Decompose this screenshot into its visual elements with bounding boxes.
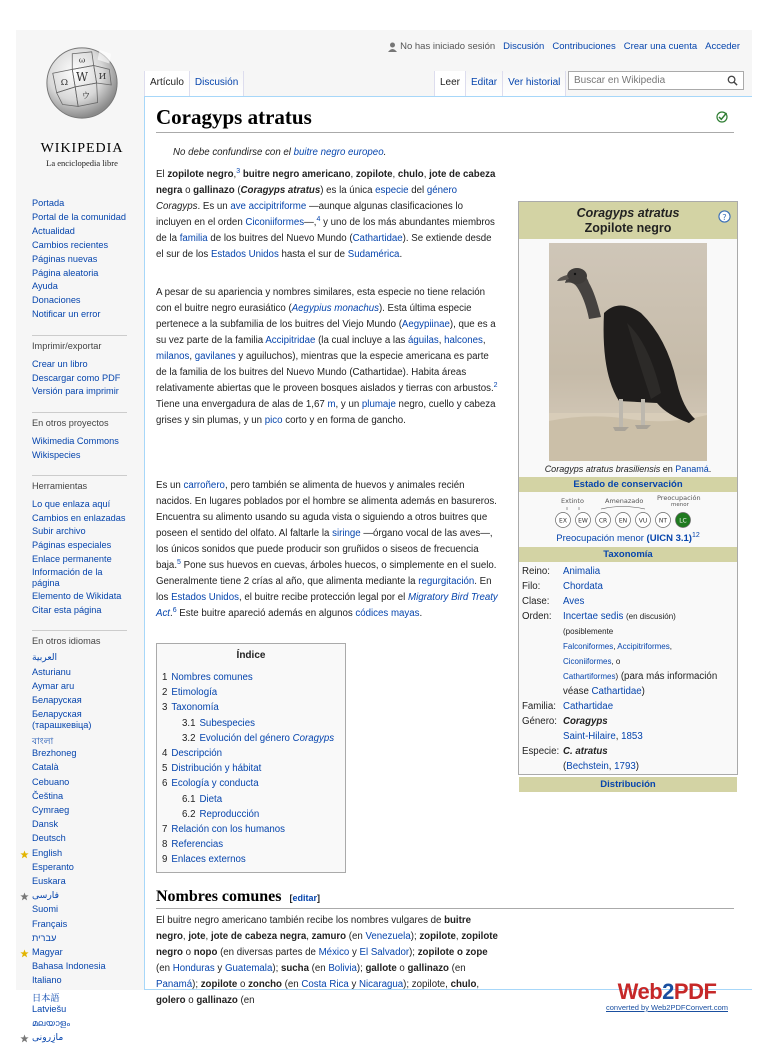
- sidebar-item-tool-8[interactable]: Citar esta página: [32, 604, 102, 615]
- sidebar-item-lang-12[interactable]: Dansk: [32, 819, 59, 830]
- toc-link[interactable]: Evolución del género Coragyps: [199, 732, 335, 744]
- toc-item[interactable]: [182, 733, 334, 744]
- personal-discussion-link[interactable]: Discusión: [503, 41, 545, 52]
- toc-item[interactable]: [162, 824, 285, 835]
- sidebar-item-lang-11[interactable]: Cymraeg: [32, 804, 70, 815]
- toc-number: 6.1: [182, 793, 196, 805]
- toc-link[interactable]: Nombres comunes: [171, 672, 253, 683]
- toc-number: 6.2: [182, 808, 196, 820]
- status-code-vu: VU: [638, 517, 648, 525]
- tagline: La enciclopedia libre: [46, 158, 118, 168]
- sidebar-item-projects-0[interactable]: Wikimedia Commons: [32, 435, 119, 446]
- toc-item[interactable]: [162, 778, 259, 789]
- sidebar-item-nav-4[interactable]: Páginas nuevas: [32, 253, 98, 264]
- sidebar-item-lang-1[interactable]: Asturianu: [32, 666, 71, 677]
- contributions-link[interactable]: Contribuciones: [552, 41, 616, 52]
- featured-star-icon: [20, 949, 29, 958]
- tab-edit[interactable]: Editar: [466, 71, 503, 97]
- conservation-status-scale: [553, 494, 703, 532]
- taxobox-title: Coragyps atratus Zopilote negro: [519, 202, 737, 239]
- photo-caption: Coragyps atratus brasiliensis en Panamá.: [544, 464, 712, 474]
- search-icon[interactable]: [727, 75, 738, 86]
- section-divider: [156, 908, 734, 909]
- caption-link-panama[interactable]: Panamá: [675, 464, 709, 474]
- sidebar-item-nav-2[interactable]: Actualidad: [32, 225, 75, 236]
- sidebar-item-lang-20[interactable]: עברית: [32, 932, 57, 943]
- sidebar-item-lang-10[interactable]: Čeština: [32, 790, 64, 801]
- toc-number: 9: [162, 854, 168, 866]
- sidebar-item-lang-18[interactable]: Suomi: [32, 904, 59, 915]
- vulture-photo[interactable]: [549, 243, 707, 461]
- intro-paragraph-2: A pesar de su apariencia y nombres similares, esta especie no tiene relación con el buitre negro eurasiático (Aegypius monachus). Esta última especie pertenece a la subfamilia de los buitres del Viejo Mundo (Aegypiinae), que es a su vez parte de la familia Accipitridae (la cual incluye a las águilas, halcones, milanos, gavilanes y aguiluchos), mientras que la especie americana es parte de la familia de los buitres del Nuevo Mundo (Cathartidae). Habita áreas relativamente abiertas que le proveen bosques aislados y tierras con arbustos.$^2$ Tiene una envergadura de alas de 1,67 m, y un plumaje negro, cuello y cabeza grises y sin plumas, y un pico corto y en forma de gancho.: [156, 287, 498, 426]
- sidebar-item-lang-14[interactable]: English: [32, 847, 63, 858]
- toc-link[interactable]: Etimología: [171, 687, 218, 699]
- sidebar-item-projects-1[interactable]: Wikispecies: [32, 449, 81, 460]
- sidebar-item-lang-24[interactable]: 日本語: [32, 992, 60, 1003]
- toc-number: 3.1: [182, 717, 196, 729]
- hatnote: No debe confundirse con el buitre negro europeo.: [173, 147, 387, 158]
- status-code-cr: CR: [598, 517, 608, 525]
- toc-item[interactable]: [162, 748, 222, 759]
- verified-icon[interactable]: [716, 111, 728, 123]
- toc-link[interactable]: Enlaces externos: [171, 854, 246, 866]
- sidebar-divider: [32, 335, 127, 336]
- taxon-row-filo: Filo: Chordata: [522, 581, 603, 592]
- sidebar-item-lang-3[interactable]: Беларуская: [32, 695, 82, 705]
- sidebar-heading: En otros idiomas: [32, 636, 101, 647]
- svg-text:Ω: Ω: [60, 77, 69, 88]
- toc-item[interactable]: [162, 672, 253, 683]
- sidebar-item-lang-13[interactable]: Deutsch: [32, 833, 66, 844]
- sidebar-item-lang-7[interactable]: Brezhoneg: [32, 748, 77, 759]
- toc-item[interactable]: [162, 839, 223, 850]
- wordmark: WIKIPEDIA: [40, 141, 124, 156]
- status-label-preocupacion: Preocupación: [657, 494, 701, 502]
- user-icon: [388, 42, 397, 52]
- sidebar-item-lang-0[interactable]: العربية: [32, 652, 58, 663]
- svg-text:W: W: [75, 70, 89, 85]
- sidebar-divider: [32, 475, 127, 476]
- sidebar-item-lang-4[interactable]: Беларуская: [32, 709, 82, 720]
- sidebar-heading: En otros proyectos: [32, 417, 109, 428]
- section-paragraph: El buitre negro americano también recibe los nombres vulgares de buitre negro, jote, jote de cabeza negra, zamuro (en Venezuela); zopilote, zopilote negro o nopo (en diversas partes de México y El Salvador); zopilote o zope (en Honduras y Guatemala); sucha (en Bolivia); gallote o gallinazo (en Panamá); zopilote o zoncho (en Costa Rica y Nicaragua); zopilote, chulo, golero o gallinazo (en: [156, 915, 498, 1006]
- table-of-contents: [156, 643, 346, 873]
- status-code-ex: EX: [559, 517, 567, 525]
- toc-link[interactable]: Relación con los humanos: [171, 824, 286, 835]
- featured-star-icon: [20, 850, 29, 859]
- taxon-row-orden: Orden: Incertae sedis (en discusión) (posiblemente Falconiformes, Accipitriformes, Ciconiiformes, o Cathartiformes) (para más información véase Cathartidae): [522, 611, 718, 697]
- sidebar-item-nav-3[interactable]: Cambios recientes: [32, 239, 109, 250]
- taxonomy-table: [519, 562, 737, 774]
- status-label-amenazado: Amenazado: [605, 497, 644, 505]
- toc-number: 1: [162, 672, 168, 683]
- sidebar-item-lang-17[interactable]: فارسی: [32, 890, 59, 901]
- toc-link[interactable]: Subespecies: [199, 717, 255, 729]
- sidebar-divider: [32, 630, 127, 631]
- web2pdf-badge[interactable]: [606, 979, 728, 1012]
- sidebar-item-lang-27[interactable]: مازِرونی: [32, 1032, 64, 1043]
- sidebar-item-tool-0[interactable]: Lo que enlaza aquí: [32, 499, 111, 510]
- title-divider: [156, 132, 734, 133]
- toc-number: 4: [162, 748, 168, 759]
- sidebar-item-lang-21[interactable]: Magyar: [32, 946, 63, 957]
- sidebar-item-nav-5[interactable]: Página aleatoria: [32, 267, 99, 278]
- intro-paragraph-3: Es un carroñero, pero también se alimenta de huevos y animales recién nacidos. En lugares poblados por el hombre se alimenta además en basureros. Encuentra su alimento usando su aguda vista o siguiendo a otros buitres que poseen el sentido del olfato. Al faltarle la siringe —órgano vocal de las aves—, los únicos sonidos que puede producir son gruñidos o siseos de frecuencia baja.$^5$ Pone sus huevos en cuevas, árboles huecos, o simplemente en el suelo. Generalmente tiene 2 crías al año, que alimenta mediante la regurgitación. En los Estados Unidos, el buitre recibe protección legal por el Migratory Bird Treaty Act.$^6$ Este buitre apareció además en algunos códices mayas.: [156, 480, 498, 619]
- sidebar-item-lang-25[interactable]: Latviešu: [32, 1003, 67, 1014]
- wikipedia-logo[interactable]: [26, 44, 138, 184]
- distribution-header[interactable]: Distribución: [519, 777, 737, 792]
- help-icon[interactable]: [718, 210, 731, 223]
- good-article-star-icon: [20, 1034, 29, 1043]
- sidebar-item-nav-8[interactable]: Notificar un error: [32, 309, 101, 320]
- good-article-star-icon: [20, 892, 29, 901]
- toc-number: 8: [162, 839, 168, 851]
- toc-number: 7: [162, 824, 168, 835]
- taxonomy-header[interactable]: Taxonomía: [519, 547, 737, 562]
- sidebar-item-lang-26[interactable]: മലയാളം: [32, 1017, 71, 1028]
- toc-number: 5: [162, 763, 168, 775]
- sidebar-item-tool-1[interactable]: Cambios en enlazadas: [32, 512, 126, 523]
- view-tabs: [434, 71, 566, 97]
- search-input[interactable]: [568, 71, 744, 90]
- sidebar-item-lang-2[interactable]: Aymar aru: [32, 680, 75, 691]
- puzzle-globe-icon: [43, 44, 121, 122]
- status-label-menor: menor: [671, 502, 689, 508]
- taxon-row-reino: Reino: Animalia: [522, 566, 601, 577]
- sidebar-item-lang-8[interactable]: Català: [32, 762, 59, 773]
- toc-item[interactable]: [162, 854, 246, 865]
- toc-link[interactable]: Ecología y conducta: [171, 778, 259, 790]
- sidebar-item-lang-6[interactable]: বাংলা: [32, 735, 54, 746]
- sidebar-divider: [32, 412, 127, 413]
- sidebar-item-tool-3[interactable]: Páginas especiales: [32, 539, 112, 550]
- sidebar-item-tool-2[interactable]: Subir archivo: [32, 526, 86, 537]
- taxobox: [518, 201, 738, 790]
- sidebar-item-print-0[interactable]: Crear un libro: [32, 359, 88, 370]
- toc-item[interactable]: [182, 718, 255, 729]
- toc-link[interactable]: Descripción: [171, 748, 222, 759]
- section-heading: Nombres comunes [editar]: [156, 888, 320, 905]
- status-label-extinto: Extinto: [561, 497, 584, 505]
- hatnote-link[interactable]: buitre negro europeo: [293, 147, 384, 158]
- sidebar-item-lang-15[interactable]: Esperanto: [32, 861, 74, 872]
- converted-by-link[interactable]: converted by Web2PDFConvert.com: [606, 1003, 728, 1012]
- toc-title: Índice: [236, 650, 266, 661]
- toc-link[interactable]: Dieta: [199, 793, 223, 805]
- toc-item[interactable]: [162, 702, 219, 713]
- svg-text:ウ: ウ: [81, 91, 91, 102]
- conservation-status-header[interactable]: Estado de conservación: [519, 477, 737, 492]
- toc-item[interactable]: [162, 687, 217, 698]
- toc-number: 6: [162, 778, 168, 790]
- tab-article[interactable]: Artículo: [144, 71, 190, 97]
- status-code-ew: EW: [578, 517, 588, 525]
- tab-history[interactable]: Ver historial: [503, 71, 566, 97]
- toc-item[interactable]: [162, 763, 261, 774]
- user-status: No has iniciado sesión: [388, 41, 495, 52]
- sidebar-item-lang-5[interactable]: (тарашкевіца): [32, 719, 92, 730]
- svg-text:ω: ω: [78, 55, 86, 65]
- sidebar-item-tool-4[interactable]: Enlace permanente: [32, 553, 112, 564]
- taxon-row-clase: Clase: Aves: [522, 596, 585, 607]
- taxon-row-especie: Especie: C. atratus (Bechstein, 1793): [522, 746, 639, 772]
- intro-paragraph-1: El zopilote negro,$^3$ buitre negro americano, zopilote, chulo, jote de cabeza negra o gallinazo (Coragyps atratus) es la única especie del género Coragyps. Es un ave accipitriforme —aunque algunas clasificaciones lo incluyen en el orden Ciconiiformes—,$^4$ y uno de los más abundantes miembros de la familia de los buitres del Nuevo Mundo (Cathartidae). Se extiende desde el sur de los Estados Unidos hasta el sur de Sudamérica.: [156, 167, 496, 260]
- sidebar-item-tool-5[interactable]: Información de la: [32, 567, 103, 578]
- sidebar-item-lang-19[interactable]: Français: [32, 918, 68, 929]
- taxon-row-familia: Familia: Cathartidae: [522, 701, 614, 712]
- sidebar-item-print-2[interactable]: Versión para imprimir: [32, 386, 119, 397]
- sidebar-heading: Imprimir/exportar: [32, 341, 102, 352]
- tab-discussion[interactable]: Discusión: [190, 71, 244, 97]
- status-link[interactable]: Preocupación menor: [556, 533, 644, 544]
- svg-text:?: ?: [722, 211, 727, 222]
- toc-link[interactable]: Referencias: [171, 839, 224, 851]
- status-code-en: EN: [618, 517, 628, 525]
- section-edit: [editar]: [289, 893, 320, 903]
- sidebar-item-lang-16[interactable]: Euskara: [32, 875, 66, 886]
- sidebar-heading: Herramientas: [32, 481, 88, 492]
- status-circles: [556, 513, 691, 528]
- toc-item[interactable]: [182, 794, 222, 805]
- sidebar-item-nav-7[interactable]: Donaciones: [32, 295, 81, 306]
- search-placeholder: Buscar en Wikipedia: [574, 75, 666, 86]
- toc-link[interactable]: Reproducción: [199, 808, 260, 820]
- sidebar-item-lang-9[interactable]: Cebuano: [32, 776, 70, 787]
- namespace-tabs: [144, 71, 244, 97]
- toc-link[interactable]: Distribución y hábitat: [171, 763, 262, 775]
- toc-number: 3: [162, 702, 168, 714]
- login-link[interactable]: Acceder: [705, 41, 740, 52]
- status-code-lc: LC: [679, 517, 687, 525]
- web2pdf-logo: Web2PDF: [617, 979, 717, 1004]
- toc-number: 2: [162, 687, 168, 699]
- taxon-row-genero: Género: Coragyps Saint-Hilaire, 1853: [522, 716, 643, 742]
- sidebar-item-nav-1[interactable]: Portal de la comunidad: [32, 211, 126, 222]
- toc-number: 3.2: [182, 732, 196, 744]
- page-title: Coragyps atratus: [156, 105, 312, 129]
- sidebar-item-print-1[interactable]: Descargar como PDF: [32, 372, 121, 383]
- toc-link[interactable]: Taxonomía: [171, 702, 219, 714]
- tab-read[interactable]: Leer: [434, 71, 466, 97]
- sidebar-item-lang-23[interactable]: Italiano: [32, 975, 62, 986]
- create-account-link[interactable]: Crear una cuenta: [623, 41, 698, 52]
- personal-tools: [388, 41, 740, 52]
- sidebar-item-nav-6[interactable]: Ayuda: [32, 281, 58, 292]
- sidebar-item-lang-22[interactable]: Bahasa Indonesia: [32, 961, 106, 972]
- status-code-nt: NT: [658, 517, 668, 525]
- status-link-row: Preocupación menor (UICN 3.1)$^{12}$: [556, 531, 700, 544]
- toc-item[interactable]: [182, 809, 259, 820]
- iucn-link[interactable]: (UICN 3.1): [646, 533, 692, 544]
- sidebar-item-tool-7[interactable]: Elemento de Wikidata: [32, 591, 122, 602]
- sidebar-item-tool-6[interactable]: página: [32, 577, 60, 588]
- sidebar-item-nav-0[interactable]: Portada: [32, 198, 65, 208]
- svg-text:И: И: [98, 72, 107, 83]
- section-edit-link[interactable]: editar: [292, 893, 317, 903]
